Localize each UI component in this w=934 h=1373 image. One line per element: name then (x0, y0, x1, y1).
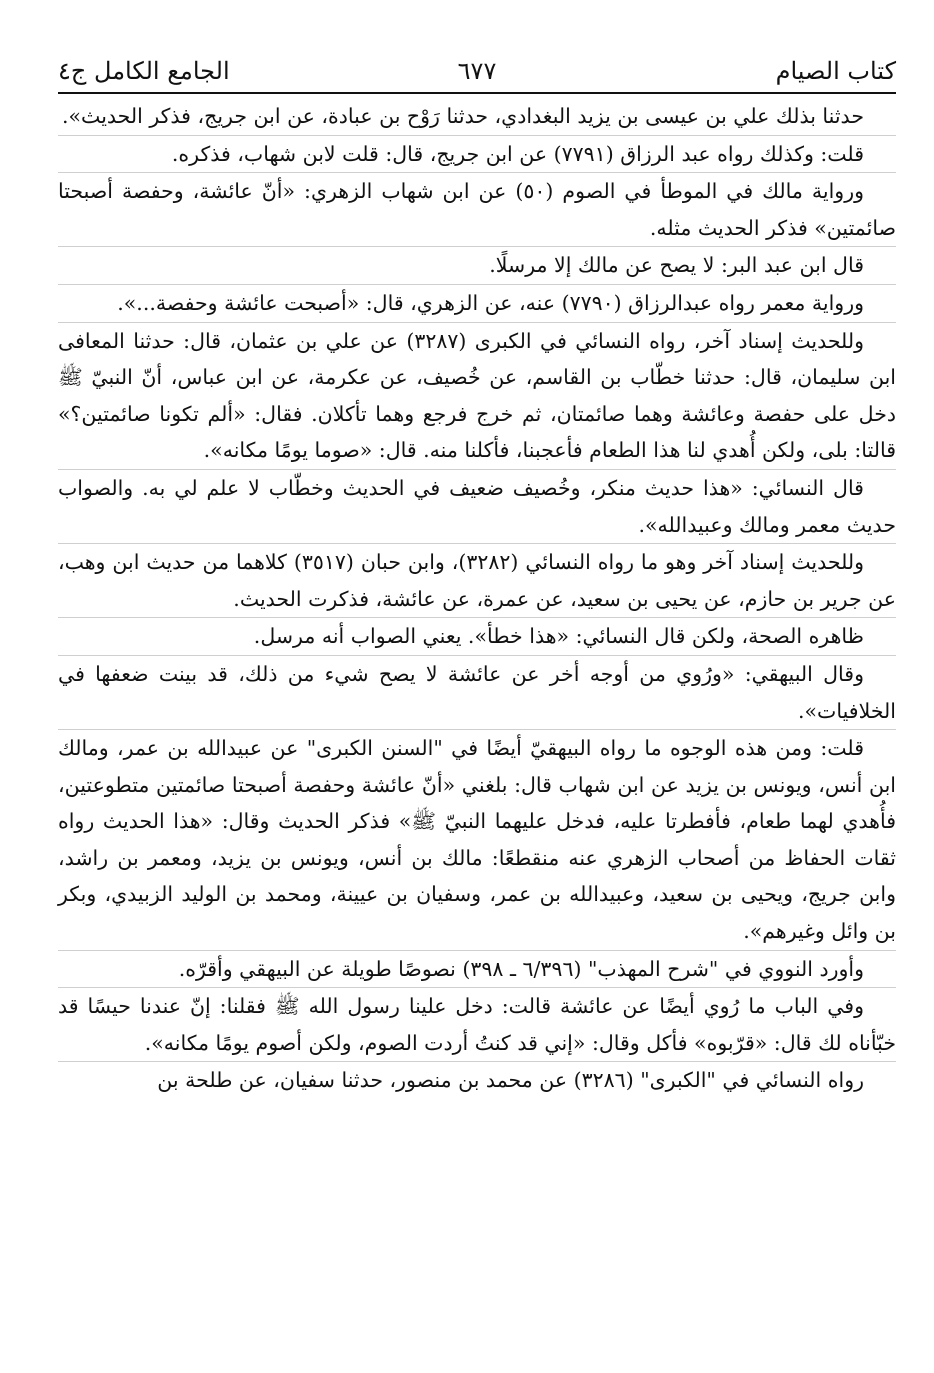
paragraph: وقال البيهقي: «ورُوي من أوجه أخر عن عائشة لا يصح شيء من ذلك، قد بينت ضعفها في الخلافيات». (58, 655, 896, 729)
paragraph: وللحديث إسناد آخر، رواه النسائي في الكبرى (٣٢٨٧) عن علي بن عثمان، قال: حدثنا المعافى ابن سليمان، قال: حدثنا خطّاب بن القاسم، عن خُصيف، عن عكرمة، عن ابن عباس، أنّ النبيّ ﷺ دخل على حفصة وعائشة وهما صائمتان، ثم خرج فرجع وهما تأكلان. فقال: «ألم تكونا صائمتين؟» قالتا: بلى، ولكن أُهدي لنا هذا الطعام فأعجبنا، فأكلنا منه. قال: «صوما يومًا مكانه». (58, 322, 896, 469)
chapter-title: كتاب الصيام (775, 57, 896, 85)
paragraph: ظاهره الصحة، ولكن قال النسائي: «هذا خطأ». يعني الصواب أنه مرسل. (58, 617, 896, 655)
page-header (58, 50, 896, 96)
book-title: الجامع الكامل ج٤ (58, 57, 230, 85)
body-text (58, 98, 896, 1099)
paragraph: حدثنا بذلك علي بن عيسى بن يزيد البغدادي، حدثنا رَوْح بن عبادة، عن ابن جريج، فذكر الحديث». (62, 104, 864, 128)
document-page (58, 50, 896, 1099)
paragraph: رواه النسائي في "الكبرى" (٣٢٨٦) عن محمد بن منصور، حدثنا سفيان، عن طلحة بن (58, 1061, 896, 1099)
paragraph: وللحديث إسناد آخر وهو ما رواه النسائي (٣٢٨٢)، وابن حبان (٣٥١٧) كلاهما من حديث ابن وهب، عن جرير بن حازم، عن يحيى بن سعيد، عن عمرة، عن عائشة، فذكرت الحديث. (58, 543, 896, 617)
paragraph: قلت: ومن هذه الوجوه ما رواه البيهقيّ أيضًا في "السنن الكبرى" عن عبيدالله بن عمر، ومالك ابن أنس، ويونس بن يزيد عن ابن شهاب قال: بلغني «أنّ عائشة وحفصة أصبحتا صائمتين متطوعتين، فأُهدي لهما طعام، فأفطرتا عليه، فدخل عليهما النبيّ ﷺ» فذكر الحديث وقال: «هذا الحديث رواه ثقات الحفاظ من أصحاب الزهري عنه منقطعًا: مالك بن أنس، ويونس بن يزيد، ومعمر بن راشد، وابن جريج، ويحيى بن سعيد، وعبيدالله بن عمر، وسفيان بن عيينة، ومحمد بن الوليد الزبيدي، وبكر بن وائل وغيرهم». (58, 729, 896, 950)
paragraph: ورواية معمر رواه عبدالرزاق (٧٧٩٠) عنه، عن الزهري، قال: «أصبحت عائشة وحفصة...». (58, 284, 896, 322)
page-number: ٦٧٧ (457, 57, 497, 85)
paragraph: قال النسائي: «هذا حديث منكر، وخُصيف ضعيف في الحديث وخطّاب لا علم لي به. والصواب حديث معمر ومالك وعبيدالله». (58, 469, 896, 543)
paragraph: قلت: وكذلك رواه عبد الرزاق (٧٧٩١) عن ابن جريج، قال: قلت لابن شهاب، فذكره. (58, 135, 896, 173)
paragraph: ورواية مالك في الموطأ في الصوم (٥٠) عن ابن شهاب الزهري: «أنّ عائشة، وحفصة أصبحتا صائمتين» فذكر الحديث مثله. (58, 172, 896, 246)
paragraph: وأورد النووي في "شرح المهذب" (٦/٣٩٦ ـ ٣٩٨) نصوصًا طويلة عن البيهقي وأقرّه. (58, 950, 896, 988)
paragraph: قال ابن عبد البر: لا يصح عن مالك إلا مرسلًا. (58, 246, 896, 284)
header-rule (58, 92, 896, 94)
paragraph: وفي الباب ما رُوي أيضًا عن عائشة قالت: دخل علينا رسول الله ﷺ فقلنا: إنّ عندنا حيسًا قد خبّأناه لك قال: «قرّبوه» فأكل وقال: «إني قد كنتُ أردت الصوم، ولكن أصوم يومًا مكانه». (58, 987, 896, 1061)
